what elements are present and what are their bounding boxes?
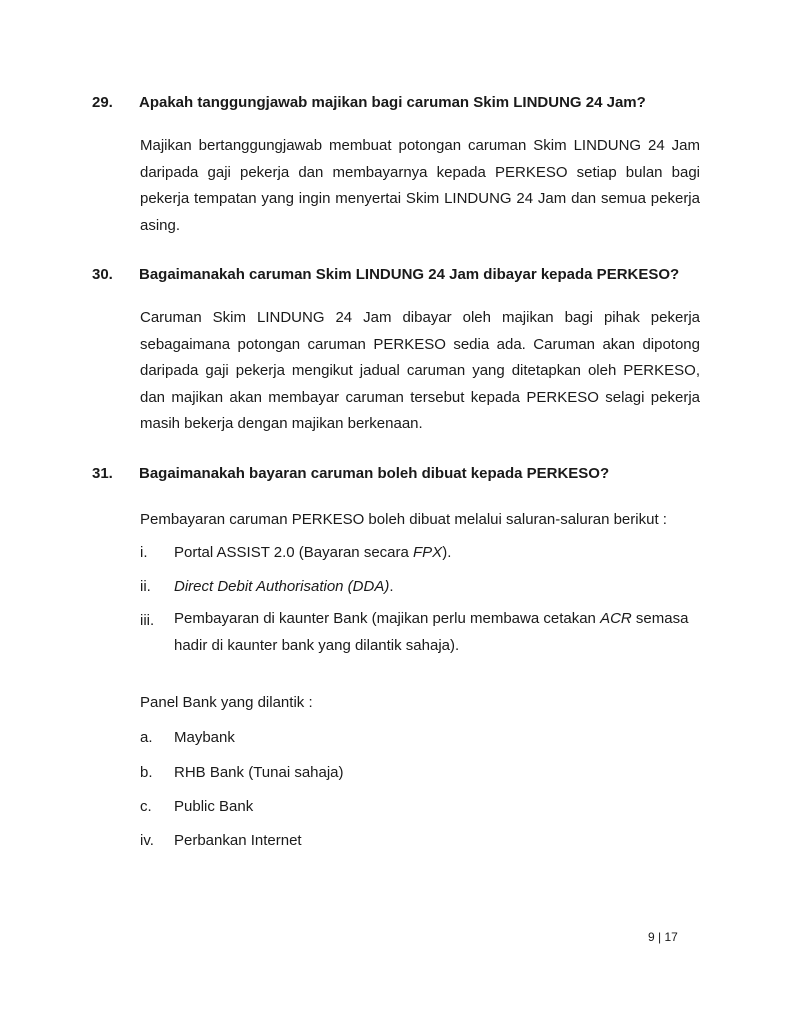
- list-marker: i.: [140, 544, 148, 561]
- answer-29: Majikan bertanggungjawab membuat potongan caruman Skim LINDUNG 24 Jam daripada gaji pekerja dan membayarnya kepada PERKESO setiap bulan bagi pekerja tempatan yang ingin menyertai Skim LINDUNG 24 Jam dan semua pekerja asing.: [140, 137, 700, 234]
- question-number: 30.: [92, 266, 113, 283]
- page-number: 9 | 17: [648, 930, 678, 944]
- list-item: Portal ASSIST 2.0 (Bayaran secara FPX).: [174, 544, 452, 561]
- list-marker: iv.: [140, 832, 154, 849]
- question-number: 31.: [92, 465, 113, 482]
- question-number: 29.: [92, 94, 113, 111]
- list-marker: ii.: [140, 578, 151, 595]
- question-title: Apakah tanggungjawab majikan bagi caruman Skim LINDUNG 24 Jam?: [139, 94, 646, 111]
- payment-intro: Pembayaran caruman PERKESO boleh dibuat melalui saluran-saluran berikut :: [140, 511, 667, 528]
- list-item: Direct Debit Authorisation (DDA).: [174, 578, 394, 595]
- answer-30: Caruman Skim LINDUNG 24 Jam dibayar oleh majikan bagi pihak pekerja sebagaimana potongan caruman PERKESO sedia ada. Caruman akan dipotong daripada gaji pekerja mengikut jadual caruman yang ditetapkan oleh PERKESO, dan majikan akan membayar caruman tersebut kepada PERKESO selagi pekerja masih bekerja dengan majikan berkenaan.: [140, 309, 700, 432]
- question-title: Bagaimanakah bayaran caruman boleh dibuat kepada PERKESO?: [139, 465, 610, 482]
- list-item: Perbankan Internet: [174, 832, 302, 849]
- list-marker: a.: [140, 729, 153, 746]
- panel-bank-label: Panel Bank yang dilantik :: [140, 694, 313, 711]
- list-item: Public Bank: [174, 798, 254, 815]
- list-item: Maybank: [174, 729, 235, 746]
- list-item: RHB Bank (Tunai sahaja): [174, 764, 344, 781]
- list-marker: b.: [140, 764, 153, 781]
- list-marker: c.: [140, 798, 152, 815]
- list-marker: iii.: [140, 612, 155, 629]
- list-item: Pembayaran di kaunter Bank (majikan perlu membawa cetakan ACR semasa hadir di kaunter bank yang dilantik sahaja).: [174, 610, 689, 654]
- question-title: Bagaimanakah caruman Skim LINDUNG 24 Jam dibayar kepada PERKESO?: [139, 266, 680, 283]
